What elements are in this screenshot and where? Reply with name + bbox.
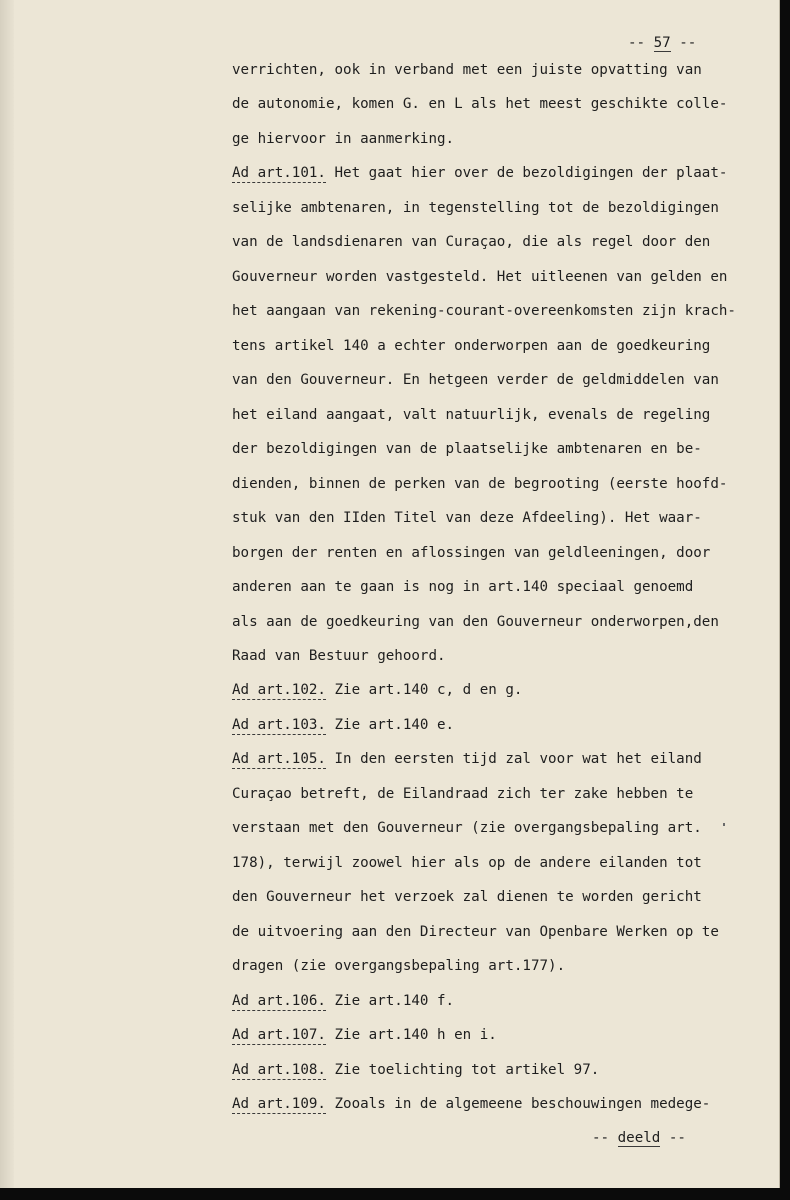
- article-note-line: [232, 682, 522, 698]
- line-text: Curaçao betreft, de Eilandraad zich ter zake hebben te: [232, 786, 694, 802]
- article-note-line: [232, 1062, 599, 1078]
- line-text: de autonomie, komen G. en L als het meest geschikte colle-: [232, 96, 728, 112]
- continuation-marker: [592, 1130, 686, 1146]
- line-text: 178), terwijl zoowel hier als op de andere eilanden tot: [232, 855, 702, 871]
- text-line: [232, 855, 702, 871]
- article-reference: Ad art.106.: [232, 993, 326, 1009]
- article-reference: Ad art.101.: [232, 165, 326, 181]
- article-reference: Ad art.109.: [232, 1096, 326, 1112]
- line-text: tens artikel 140 a echter onderworpen aan de goedkeuring: [232, 338, 711, 354]
- page-number-value: 57: [653, 35, 671, 51]
- article-note-line: [232, 717, 454, 733]
- page-number-suffix: --: [670, 35, 697, 51]
- line-text: van de landsdienaren van Curaçao, die als regel door den: [232, 234, 711, 250]
- text-line: [232, 96, 727, 112]
- line-text: verstaan met den Gouverneur (zie overgangsbepaling art.: [232, 820, 702, 836]
- text-line: [232, 338, 710, 354]
- continuation-suffix: --: [660, 1130, 686, 1146]
- article-note-line: [232, 165, 727, 181]
- article-reference: Ad art.102.: [232, 682, 326, 698]
- line-text: selijke ambtenaren, in tegenstelling tot de bezoldigingen: [232, 200, 719, 216]
- article-note-line: [232, 1096, 710, 1112]
- article-reference: Ad art.108.: [232, 1062, 326, 1078]
- line-text: der bezoldigingen van de plaatselijke ambtenaren en be-: [232, 441, 702, 457]
- text-line: [232, 62, 702, 78]
- line-text: ge hiervoor in aanmerking.: [232, 131, 455, 147]
- text-line: [232, 303, 736, 319]
- line-text: het aangaan van rekening-courant-overeenkomsten zijn krach-: [232, 303, 736, 319]
- text-line: [232, 545, 710, 561]
- text-line: [232, 372, 719, 388]
- text-line: [232, 269, 727, 285]
- page-number: [628, 35, 696, 51]
- line-text: dragen (zie overgangsbepaling art.177).: [232, 958, 566, 974]
- text-line: [232, 614, 719, 630]
- text-line: [232, 648, 446, 664]
- line-text: als aan de goedkeuring van den Gouverneur onderworpen,den: [232, 614, 719, 630]
- line-text: stuk van den IIden Titel van deze Afdeeling). Het waar-: [232, 510, 702, 526]
- text-line: [232, 131, 454, 147]
- line-text: Raad van Bestuur gehoord.: [232, 648, 446, 664]
- article-reference: Ad art.103.: [232, 717, 326, 733]
- line-text: Zie art.140 h en i.: [325, 1027, 497, 1043]
- text-line: [232, 889, 702, 905]
- line-text: Zie art.140 c, d en g.: [325, 682, 523, 698]
- continuation-prefix: --: [592, 1130, 618, 1146]
- article-reference: Ad art.107.: [232, 1027, 326, 1043]
- text-line: [232, 958, 565, 974]
- line-text: anderen aan te gaan is nog in art.140 speciaal genoemd: [232, 579, 694, 595]
- text-line: [232, 200, 719, 216]
- text-line: [232, 476, 727, 492]
- line-text: het eiland aangaat, valt natuurlijk, evenals de regeling: [232, 407, 711, 423]
- line-text: In den eersten tijd zal voor wat het eiland: [325, 751, 702, 767]
- text-line: [232, 820, 702, 836]
- line-text: dienden, binnen de perken van de begrooting (eerste hoofd-: [232, 476, 728, 492]
- article-reference: Ad art.105.: [232, 751, 326, 767]
- line-text: de uitvoering aan den Directeur van Openbare Werken op te: [232, 924, 719, 940]
- line-text: verrichten, ook in verband met een juiste opvatting van: [232, 62, 702, 78]
- text-line: [232, 510, 702, 526]
- text-line: [232, 234, 710, 250]
- paper-speck: [723, 823, 725, 826]
- text-line: [232, 924, 719, 940]
- line-text: van den Gouverneur. En hetgeen verder de geldmiddelen van: [232, 372, 719, 388]
- line-text: Zie art.140 e.: [325, 717, 455, 733]
- page-edge: [0, 0, 14, 1188]
- article-note-line: [232, 993, 454, 1009]
- article-note-line: [232, 751, 702, 767]
- line-text: Het gaat hier over de bezoldigingen der plaat-: [325, 165, 728, 181]
- continuation-word: deeld: [617, 1130, 661, 1146]
- line-text: Zooals in de algemeene beschouwingen medege-: [325, 1096, 711, 1112]
- text-line: [232, 441, 702, 457]
- line-text: Gouverneur worden vastgesteld. Het uitleenen van gelden en: [232, 269, 728, 285]
- line-text: Zie art.140 f.: [325, 993, 455, 1009]
- text-line: [232, 579, 693, 595]
- article-note-line: [232, 1027, 497, 1043]
- text-line: [232, 786, 693, 802]
- line-text: Zie toelichting tot artikel 97.: [325, 1062, 600, 1078]
- line-text: den Gouverneur het verzoek zal dienen te worden gericht: [232, 889, 702, 905]
- line-text: borgen der renten en aflossingen van geldleeningen, door: [232, 545, 711, 561]
- page-number-prefix: --: [628, 35, 654, 51]
- text-line: [232, 407, 710, 423]
